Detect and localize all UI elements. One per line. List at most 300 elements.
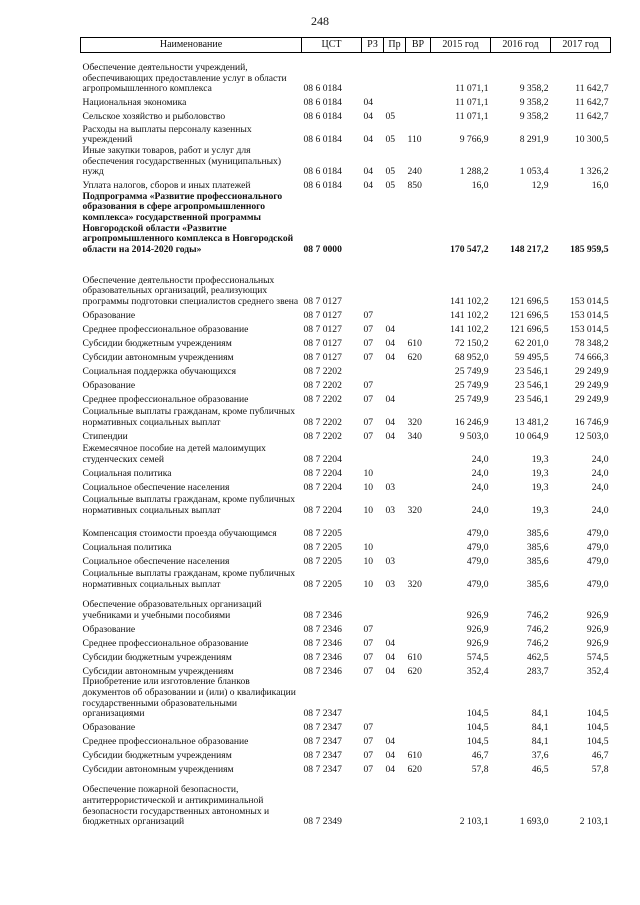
cell-name: Ежемесячное пособие на детей малоимущих студенческих семей [82,443,266,465]
cell-rz: 10 [363,578,374,590]
cell-2017: 153 014,5 [570,309,609,321]
cell-2016: 59 495,5 [514,351,549,363]
cell-vr [406,53,431,96]
cell-2015: 25 749,9 [454,393,489,405]
table-row [81,479,611,493]
cell-cst: 08 6 0184 [303,134,342,146]
cell-cst: 08 7 2204 [303,504,342,516]
cell-2017: 153 014,5 [570,295,609,307]
cell-vr: 320 [407,578,422,590]
cell-pr: 04 [385,637,396,649]
table-row [81,748,611,762]
cell-vr [406,720,431,734]
cell-2017: 57,8 [591,764,609,776]
cell-2017: 153 014,5 [570,323,609,335]
cell-cst: 08 7 0127 [303,295,342,307]
cell-name: Социальное обеспечение населения [82,481,230,493]
cell-cst: 08 6 0184 [303,83,342,95]
cell-name: Субсидии бюджетным учреждениям [82,750,232,762]
cell-name: Расходы на выплаты персоналу казенных учреждений [82,123,252,146]
table-row [81,465,611,479]
cell-2016: 10 064,9 [514,430,549,442]
cell-pr: 03 [385,504,396,516]
cell-cst: 08 7 2346 [303,609,342,621]
cell-2015: 926,9 [466,623,489,635]
table-row [81,516,611,539]
header-rz: РЗ [362,38,384,53]
cell-2015: 141 102,2 [450,309,489,321]
cell-2016: 19,3 [531,453,549,465]
table-row [81,95,611,109]
table-row [81,621,611,635]
cell-pr [384,677,406,719]
cell-2015: 16 246,9 [454,416,489,428]
cell-name: Среднее профессиональное образование [82,637,249,649]
cell-pr [384,776,406,828]
cell-vr: 340 [407,430,422,442]
cell-vr [406,442,431,465]
cell-cst: 08 7 0127 [303,323,342,335]
table-row [81,567,611,590]
cell-pr [384,307,406,321]
cell-rz: 07 [363,750,374,762]
cell-cst: 08 7 2202 [303,393,342,405]
cell-pr [384,377,406,391]
cell-name: Субсидии автономным учреждениям [82,351,234,363]
cell-name: Среднее профессиональное образование [82,736,249,748]
cell-rz: 10 [363,541,374,553]
cell-cst: 08 7 2347 [303,736,342,748]
cell-2017: 29 249,9 [574,393,609,405]
cell-vr [406,363,431,377]
cell-vr: 610 [407,337,422,349]
cell-pr [384,255,406,307]
cell-vr [406,192,431,256]
cell-2015: 25 749,9 [454,379,489,391]
cell-rz: 04 [363,166,374,178]
budget-table [80,37,611,828]
cell-2016: 84,1 [531,736,549,748]
cell-name: Субсидии автономным учреждениям [82,665,234,677]
cell-pr: 05 [385,134,396,146]
table-row [81,363,611,377]
table-header-row [81,38,611,53]
cell-2016: 23 546,1 [514,393,549,405]
cell-2016: 23 546,1 [514,379,549,391]
cell-2016: 19,3 [531,504,549,516]
cell-2015: 11 071,1 [455,83,489,95]
cell-vr [406,677,431,719]
table-row [81,405,611,428]
cell-vr: 610 [407,750,422,762]
cell-2016: 746,2 [526,609,549,621]
cell-2016: 9 358,2 [519,83,549,95]
cell-pr [384,53,406,96]
cell-name: Субсидии бюджетным учреждениям [82,337,232,349]
cell-rz [362,363,384,377]
cell-cst: 08 7 2347 [303,722,342,734]
cell-2016: 9 358,2 [519,97,549,109]
cell-2016: 385,6 [526,578,549,590]
cell-2017: 926,9 [586,637,609,649]
cell-vr [406,95,431,109]
cell-vr: 320 [407,416,422,428]
cell-2017: 185 959,5 [570,243,609,255]
cell-name: Подпрограмма «Развитие профессионального образования в сфере агропромышленного комплекса» государственной программы Новгородской области «Развитие агропромышленного комплекса в Новгородской области на 2014-2020 годы» [82,190,294,255]
cell-2015: 24,0 [471,453,489,465]
table-row [81,321,611,335]
cell-pr [384,192,406,256]
cell-pr: 04 [385,351,396,363]
cell-rz: 07 [363,637,374,649]
table-row [81,146,611,178]
cell-2015: 46,7 [471,750,489,762]
cell-2015: 1 288,2 [459,166,489,178]
cell-2017: 78 348,2 [574,337,609,349]
cell-2015: 141 102,2 [450,295,489,307]
header-2015: 2015 год [431,38,491,53]
cell-rz: 07 [363,665,374,677]
cell-name: Субсидии автономным учреждениям [82,764,234,776]
cell-pr [384,363,406,377]
table-row [81,762,611,776]
cell-name: Обеспечение деятельности учреждений, обеспечивающих предоставление услуг в области агропромышленного комплекса [82,62,287,95]
cell-rz: 07 [363,736,374,748]
cell-2016: 462,5 [526,651,549,663]
cell-vr [406,635,431,649]
cell-rz: 07 [363,651,374,663]
cell-cst: 08 7 2347 [303,750,342,762]
table-row [81,391,611,405]
cell-2016: 12,9 [531,180,549,192]
cell-pr: 04 [385,393,396,405]
cell-2015: 352,4 [466,665,489,677]
cell-name: Среднее профессиональное образование [82,393,249,405]
cell-2016: 148 217,2 [510,243,549,255]
cell-rz [362,590,384,621]
cell-2017: 11 642,7 [575,83,609,95]
cell-rz: 04 [363,97,374,109]
cell-name: Образование [82,379,136,391]
cell-name: Образование [82,623,136,635]
cell-2017: 24,0 [591,504,609,516]
cell-pr: 04 [385,736,396,748]
cell-rz: 04 [363,111,374,123]
table-row [81,720,611,734]
cell-2015: 141 102,2 [450,323,489,335]
cell-rz [362,192,384,256]
cell-2017: 29 249,9 [574,365,609,377]
cell-2016: 385,6 [526,555,549,567]
cell-rz: 04 [363,134,374,146]
cell-cst: 08 7 2205 [303,555,342,567]
cell-pr: 03 [385,555,396,567]
cell-2017: 926,9 [586,609,609,621]
cell-vr: 610 [407,651,422,663]
table-row [81,590,611,621]
header-2017: 2017 год [551,38,611,53]
cell-name: Компенсация стоимости проезда обучающимся [82,527,277,539]
cell-vr [406,516,431,539]
table-row [81,307,611,321]
cell-2015: 68 952,0 [454,351,489,363]
cell-cst: 08 7 2202 [303,379,342,391]
cell-name: Сельское хозяйство и рыболовство [82,111,226,123]
cell-rz: 07 [363,393,374,405]
cell-2015: 479,0 [466,578,489,590]
table-row [81,53,611,96]
cell-2015: 104,5 [466,708,489,720]
cell-2017: 352,4 [586,665,609,677]
cell-name: Социальная поддержка обучающихся [82,365,237,377]
cell-2015: 926,9 [466,637,489,649]
header-2016: 2016 год [491,38,551,53]
cell-vr [406,321,431,335]
header-pr: Пр [384,38,406,53]
cell-cst: 08 6 0184 [303,180,342,192]
cell-2016: 8 291,9 [519,134,549,146]
cell-rz: 10 [363,467,374,479]
table-row [81,178,611,192]
cell-cst: 08 6 0184 [303,97,342,109]
table-row [81,539,611,553]
cell-vr [406,621,431,635]
cell-pr [384,539,406,553]
cell-pr: 05 [385,180,396,192]
cell-cst: 08 7 2202 [303,430,342,442]
cell-2015: 479,0 [466,541,489,553]
cell-2017: 24,0 [591,481,609,493]
cell-cst: 08 7 2204 [303,467,342,479]
cell-cst: 08 7 2205 [303,527,342,539]
cell-vr: 320 [407,504,422,516]
cell-2015: 11 071,1 [455,97,489,109]
table-row [81,349,611,363]
cell-rz: 07 [363,379,374,391]
cell-vr [406,553,431,567]
cell-cst: 08 7 0127 [303,351,342,363]
cell-2017: 29 249,9 [574,379,609,391]
cell-2017: 74 666,3 [574,351,609,363]
cell-cst: 08 7 0127 [303,309,342,321]
cell-2016: 62 201,0 [514,337,549,349]
cell-2017: 12 503,0 [574,430,609,442]
cell-cst: 08 6 0184 [303,166,342,178]
cell-2016: 121 696,5 [510,295,549,307]
table-row [81,776,611,828]
cell-vr: 110 [407,134,422,146]
table-row [81,255,611,307]
cell-2017: 16 746,9 [574,416,609,428]
cell-pr: 05 [385,166,396,178]
header-name: Наименование [81,38,302,53]
cell-2017: 104,5 [586,708,609,720]
cell-2016: 84,1 [531,722,549,734]
cell-vr: 850 [407,180,422,192]
cell-2016: 121 696,5 [510,323,549,335]
header-vr: ВР [406,38,431,53]
cell-cst: 08 7 2202 [303,365,342,377]
cell-rz: 07 [363,764,374,776]
cell-2015: 104,5 [466,736,489,748]
cell-cst: 08 7 2347 [303,764,342,776]
cell-2017: 24,0 [591,453,609,465]
cell-name: Среднее профессиональное образование [82,323,249,335]
cell-2015: 11 071,1 [455,111,489,123]
cell-pr: 04 [385,651,396,663]
cell-2015: 104,5 [466,722,489,734]
cell-2017: 479,0 [586,555,609,567]
cell-2015: 170 547,2 [450,243,489,255]
cell-2015: 24,0 [471,467,489,479]
cell-rz [362,776,384,828]
cell-2016: 19,3 [531,481,549,493]
cell-2015: 72 150,2 [454,337,489,349]
cell-rz: 07 [363,323,374,335]
page-number: 248 [311,14,329,28]
table-row [81,734,611,748]
cell-cst: 08 7 2346 [303,651,342,663]
cell-rz: 07 [363,351,374,363]
cell-rz [362,442,384,465]
cell-2017: 104,5 [586,736,609,748]
cell-2016: 385,6 [526,527,549,539]
cell-2015: 479,0 [466,527,489,539]
cell-2016: 46,5 [531,764,549,776]
cell-name: Иные закупки товаров, работ и услуг для обеспечения государственных (муниципальных) нужд [82,145,282,178]
table-row [81,377,611,391]
cell-2017: 104,5 [586,722,609,734]
cell-vr [406,255,431,307]
cell-cst: 08 7 2204 [303,481,342,493]
cell-2015: 16,0 [471,180,489,192]
cell-cst: 08 7 2347 [303,708,342,720]
table-row [81,649,611,663]
cell-2015: 9 766,9 [459,134,489,146]
cell-vr [406,776,431,828]
cell-name: Социальное обеспечение населения [82,555,230,567]
cell-pr [384,621,406,635]
cell-rz: 07 [363,430,374,442]
cell-name: Образование [82,309,136,321]
cell-2017: 479,0 [586,527,609,539]
cell-pr [384,516,406,539]
cell-cst: 08 7 0000 [303,243,342,255]
cell-2015: 9 503,0 [459,430,489,442]
table-row [81,442,611,465]
cell-name: Обеспечение образовательных организаций учебниками и учебными пособиями [82,599,262,621]
cell-2016: 121 696,5 [510,309,549,321]
cell-vr [406,109,431,123]
cell-rz [362,53,384,96]
cell-pr: 04 [385,323,396,335]
cell-vr: 620 [407,665,422,677]
table-row [81,123,611,146]
table-row [81,677,611,719]
cell-cst: 08 7 2346 [303,637,342,649]
table-row [81,493,611,516]
cell-2016: 385,6 [526,541,549,553]
table-row [81,553,611,567]
cell-name: Уплата налогов, сборов и иных платежей [82,180,251,192]
cell-pr [384,95,406,109]
cell-2016: 84,1 [531,708,549,720]
cell-name: Стипендии [82,430,128,442]
cell-pr: 04 [385,750,396,762]
cell-pr: 05 [385,111,396,123]
cell-2015: 25 749,9 [454,365,489,377]
cell-pr: 04 [385,665,396,677]
cell-2016: 283,7 [526,665,549,677]
cell-name: Социальные выплаты гражданам, кроме публичных нормативных социальных выплат [82,494,296,516]
cell-cst: 08 7 2346 [303,665,342,677]
table-row [81,109,611,123]
cell-pr [384,590,406,621]
cell-name: Обеспечение пожарной безопасности, антитеррористической и антикриминальной безопасности государственных автономных и бюджетных организаций [82,784,270,828]
cell-2016: 746,2 [526,637,549,649]
cell-pr [384,720,406,734]
cell-name: Субсидии бюджетным учреждениям [82,651,232,663]
cell-2017: 11 642,7 [575,111,609,123]
cell-rz: 07 [363,623,374,635]
cell-vr [406,307,431,321]
cell-2016: 1 053,4 [519,166,549,178]
cell-2017: 479,0 [586,541,609,553]
cell-name: Социальная политика [82,541,172,553]
cell-cst: 08 6 0184 [303,111,342,123]
cell-rz: 07 [363,722,374,734]
cell-rz [362,516,384,539]
cell-pr: 04 [385,430,396,442]
cell-cst: 08 7 2346 [303,623,342,635]
cell-cst: 08 7 2202 [303,416,342,428]
cell-rz: 07 [363,337,374,349]
cell-name: Образование [82,722,136,734]
cell-2017: 24,0 [591,467,609,479]
cell-rz: 10 [363,504,374,516]
table-row [81,663,611,677]
cell-2015: 57,8 [471,764,489,776]
cell-pr: 04 [385,764,396,776]
cell-rz: 10 [363,555,374,567]
cell-2017: 1 326,2 [579,166,609,178]
cell-vr [406,377,431,391]
cell-pr: 04 [385,416,396,428]
cell-name: Обеспечение деятельности профессиональных образовательных организаций, реализующих программы подготовки специалистов среднего звена [82,274,299,307]
cell-vr: 240 [407,166,422,178]
cell-2016: 9 358,2 [519,111,549,123]
cell-cst: 08 7 2205 [303,578,342,590]
cell-2015: 2 103,1 [459,816,489,828]
cell-2015: 24,0 [471,504,489,516]
cell-vr [406,479,431,493]
cell-name: Социальные выплаты гражданам, кроме публичных нормативных социальных выплат [82,406,296,428]
cell-2017: 479,0 [586,578,609,590]
cell-2017: 11 642,7 [575,97,609,109]
cell-2016: 13 481,2 [514,416,549,428]
table-row [81,192,611,256]
cell-pr [384,465,406,479]
cell-pr: 03 [385,578,396,590]
cell-2015: 574,5 [466,651,489,663]
cell-2015: 926,9 [466,609,489,621]
cell-rz: 07 [363,416,374,428]
cell-cst: 08 7 2205 [303,541,342,553]
table-row [81,428,611,442]
cell-2017: 46,7 [591,750,609,762]
table-row [81,335,611,349]
cell-name: Национальная экономика [82,97,187,109]
